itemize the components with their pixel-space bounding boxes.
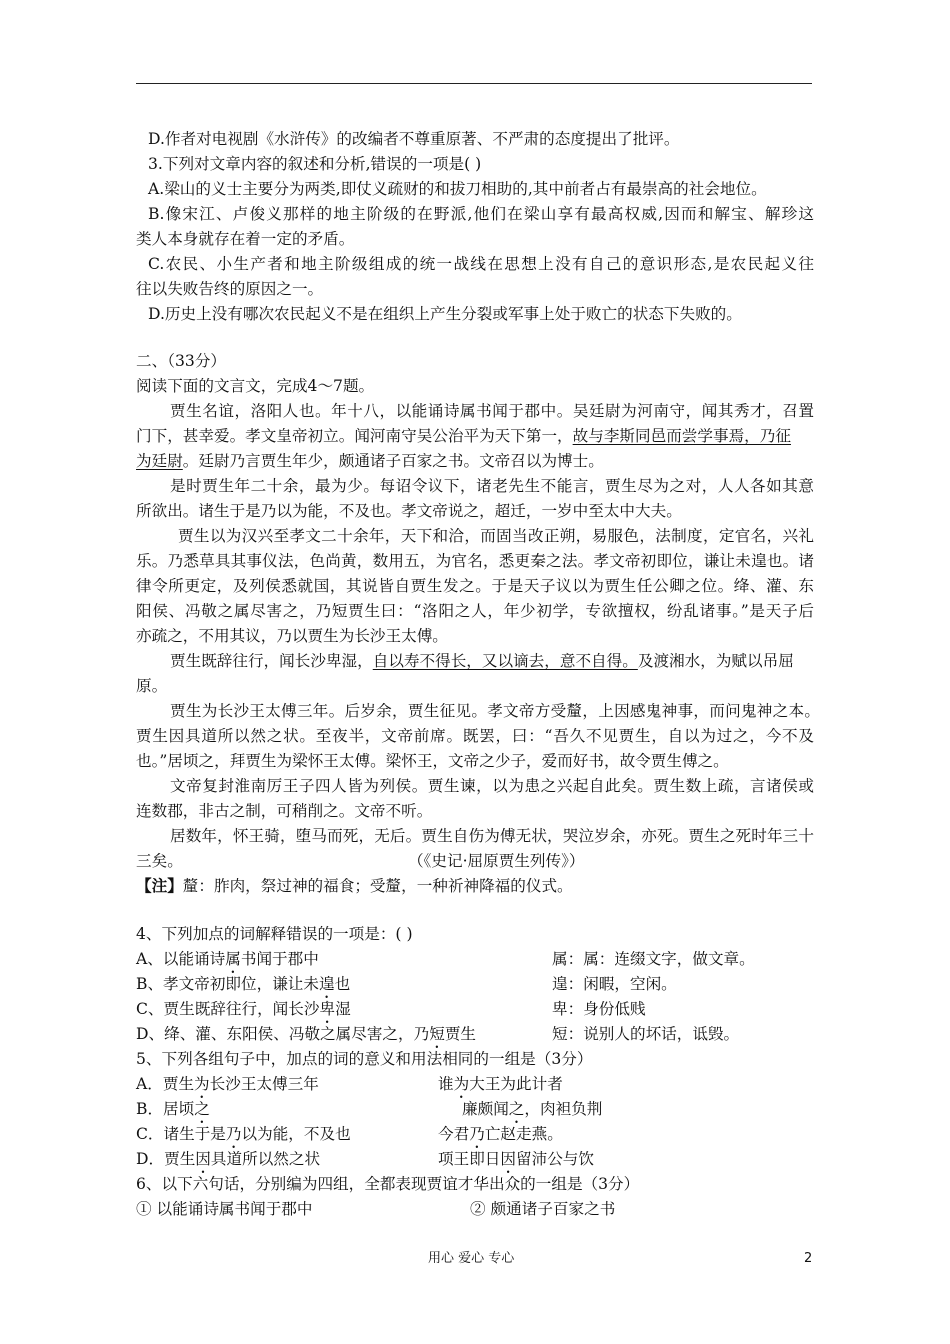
passage-text: 。廷尉乃言贾生年少，颇通诸子百家之书。文帝召以为博士。 [182, 452, 604, 470]
passage-p4-line2: 原。 [136, 677, 168, 695]
q3-option-b-line1: B.像宋江、卢俊义那样的地主阶级的在野派,他们在梁山享有最高权威,因而和解宝、解珍这 [148, 205, 814, 223]
q3-stem: 3.下列对文章内容的叙述和分析,错误的一项是( ) [148, 155, 482, 173]
passage-p5-line2: 贾生因具道所以然之状。至夜半，文帝前席。既罢，曰：“吾久不见贾生，自以为过之，今不及 [136, 727, 814, 745]
q5-stem: 5、下列各组句子中，加点的词的意义和用法相同的一组是（3分） [136, 1050, 593, 1068]
q3-option-b-line2: 类人本身就存在着一定的矛盾。 [136, 230, 355, 248]
dotted-word: 之 [194, 1100, 210, 1118]
q4-option-c-explanation: 卑：身份低贱 [552, 1000, 646, 1018]
dotted-word: 因 [500, 1150, 516, 1168]
passage-p1-line2 [136, 426, 791, 446]
q4-option-b-explanation: 遑：闲暇，空闲。 [552, 975, 677, 993]
passage-p3-line2: 乐。乃悉草具其事仪法，色尚黄，数用五，为官名，悉更秦之法。孝文帝初即位，谦让未遑也。诸 [136, 552, 814, 570]
dotted-word: 遑 [319, 975, 335, 993]
q5-option-d: D．贾生因具道所以然之状 [136, 1150, 321, 1168]
passage-text: 门下，甚幸爱。孝文皇帝初立。闻河南守吴公治平为天下第一， [136, 427, 573, 445]
passage-p3-line1: 贾生以为汉兴至孝文二十余年，天下和洽，而固当改正朔，易服色，法制度，定官名，兴礼 [178, 527, 814, 545]
underlined-sentence: 为廷尉 [136, 452, 183, 470]
passage-note [136, 876, 573, 896]
q5-option-b: B．居顷之 [136, 1100, 210, 1118]
q4-option-d: D、绛、灌、东阳侯、冯敬之属尽害之，乃短贾生 [136, 1025, 477, 1043]
q3-option-c-line1: C.农民、小生产者和地主阶级组成的统一战线在思想上没有自己的意识形态,是农民起义往 [148, 255, 814, 273]
note-text: 釐：胙肉，祭过神的福食；受釐，一种祈神降福的仪式。 [182, 877, 573, 895]
page-number: 2 [804, 1251, 813, 1266]
passage-p2-line2: 所欲出。诸生于是乃以为能，不及也。孝文帝说之，超迁，一岁中至太中大夫。 [136, 502, 682, 520]
q3-option-d: D.历史上没有哪次农民起义不是在组织上产生分裂或军事上处于败亡的状态下失败的。 [148, 305, 742, 323]
passage-text: 及渡湘水，为赋以吊屈 [637, 652, 794, 670]
passage-source: （《史记·屈原贾生列传》） [408, 852, 585, 870]
passage-p2-line1: 是时贾生年二十余，最为少。每诏令议下，诸老先生不能言，贾生尽为之对，人人各如其意 [170, 477, 814, 495]
q5-option-d-compare: 项王即日因留沛公与饮 [438, 1150, 594, 1168]
q4-option-a-explanation: 属：属：连缀文字，做文章。 [552, 950, 755, 968]
q6-item-1: ① 以能诵诗属书闻于郡中 [136, 1200, 313, 1218]
header-rule [136, 83, 812, 84]
q3-option-c-line2: 往以失败告终的原因之一。 [136, 280, 324, 298]
note-label: 【注】 [136, 876, 183, 895]
section2-instruction: 阅读下面的文言文，完成4～7题。 [136, 377, 375, 395]
passage-p1-line3 [136, 451, 604, 471]
q4-option-b: B、孝文帝初即位，谦让未遑也 [136, 975, 351, 993]
q5-option-c: C．诸生于是乃以为能，不及也 [136, 1125, 351, 1143]
passage-p5-line1: 贾生为长沙王太傅三年。后岁余，贾生征见。孝文帝方受釐，上因感鬼神事，而问鬼神之本。 [170, 702, 820, 720]
section2-heading: 二、（33分） [136, 352, 227, 370]
q4-stem: 4、下列加点的词解释错误的一项是：( ) [136, 925, 413, 943]
passage-p7-line2: 三矣。 [136, 852, 183, 870]
q4-option-c: C、贾生既辞往行，闻长沙卑湿 [136, 1000, 351, 1018]
footer-slogan: 用心 爱心 专心 [428, 1251, 515, 1266]
dotted-word: 属 [225, 950, 241, 968]
dotted-word: 乃 [225, 1125, 242, 1143]
q2-option-d: D.作者对电视剧《水浒传》的改编者不尊重原著、不严肃的态度提出了批评。 [148, 130, 680, 148]
dotted-word: 卑 [319, 1000, 336, 1018]
passage-p7-line1: 居数年，怀王骑，堕马而死，无后。贾生自伤为傅无状，哭泣岁余，亦死。贾生之死时年三十 [170, 827, 814, 845]
dotted-word: 之 [508, 1100, 525, 1118]
underlined-sentence: 故与李斯同邑而尝学事焉，乃征 [572, 427, 791, 445]
dotted-word: 因 [195, 1150, 211, 1168]
passage-p4-line1 [170, 651, 794, 671]
underlined-sentence: 自以寿不得长，又以谪去，意不自得。 [372, 652, 638, 670]
dotted-word: 为 [453, 1075, 470, 1093]
passage-p3-line4: 阳侯、冯敬之属尽害之，乃短贾生曰：“洛阳之人，年少初学，专欲擅权，纷乱诸事。”是天子后 [136, 602, 814, 620]
passage-p5-line3: 也。”居顷之，拜贾生为梁怀王太傅。梁怀王，文帝之少子，爱而好书，故令贾生傅之。 [136, 752, 729, 770]
q6-item-2: ② 颇通诸子百家之书 [470, 1200, 616, 1218]
q4-option-a: A、以能诵诗属书闻于郡中 [136, 950, 319, 968]
q5-option-a: A．贾生为长沙王太傅三年 [136, 1075, 319, 1093]
q5-option-b-compare: 廉颇闻之，肉袒负荆 [462, 1100, 603, 1118]
passage-p1-line1: 贾生名谊，洛阳人也。年十八，以能诵诗属书闻于郡中。吴廷尉为河南守，闻其秀才，召置 [170, 402, 814, 420]
passage-p3-line5: 亦疏之，不用其议，乃以贾生为长沙王太傅。 [136, 627, 448, 645]
q5-option-a-compare: 谁为大王为此计者 [438, 1075, 563, 1093]
q3-option-a: A.梁山的义士主要分为两类,即仗义疏财的和拔刀相助的,其中前者占有最崇高的社会地位。 [148, 180, 767, 198]
passage-p3-line3: 律令所更定，及列侯悉就国，其说皆自贾生发之。于是天子议以为贾生任公卿之位。绛、灌、东 [136, 577, 814, 595]
dotted-word: 短 [429, 1025, 445, 1043]
q6-stem: 6、以下六句话，分别编为四组，全都表现贾谊才华出众的一组是（3分） [136, 1175, 640, 1193]
q5-option-c-compare: 今君乃亡赵走燕。 [438, 1125, 563, 1143]
dotted-word: 为 [194, 1075, 210, 1093]
passage-p6-line2: 连数郡，非古之制，可稍削之。文帝不听。 [136, 802, 433, 820]
passage-text: 贾生既辞往行，闻长沙卑湿， [170, 652, 373, 670]
dotted-word: 乃 [469, 1125, 485, 1143]
passage-p6-line1: 文帝复封淮南厉王子四人皆为列侯。贾生谏，以为患之兴起自此矣。贾生数上疏，言诸侯或 [170, 777, 814, 795]
q4-option-d-explanation: 短：说别人的坏话，诋毁。 [552, 1025, 740, 1043]
